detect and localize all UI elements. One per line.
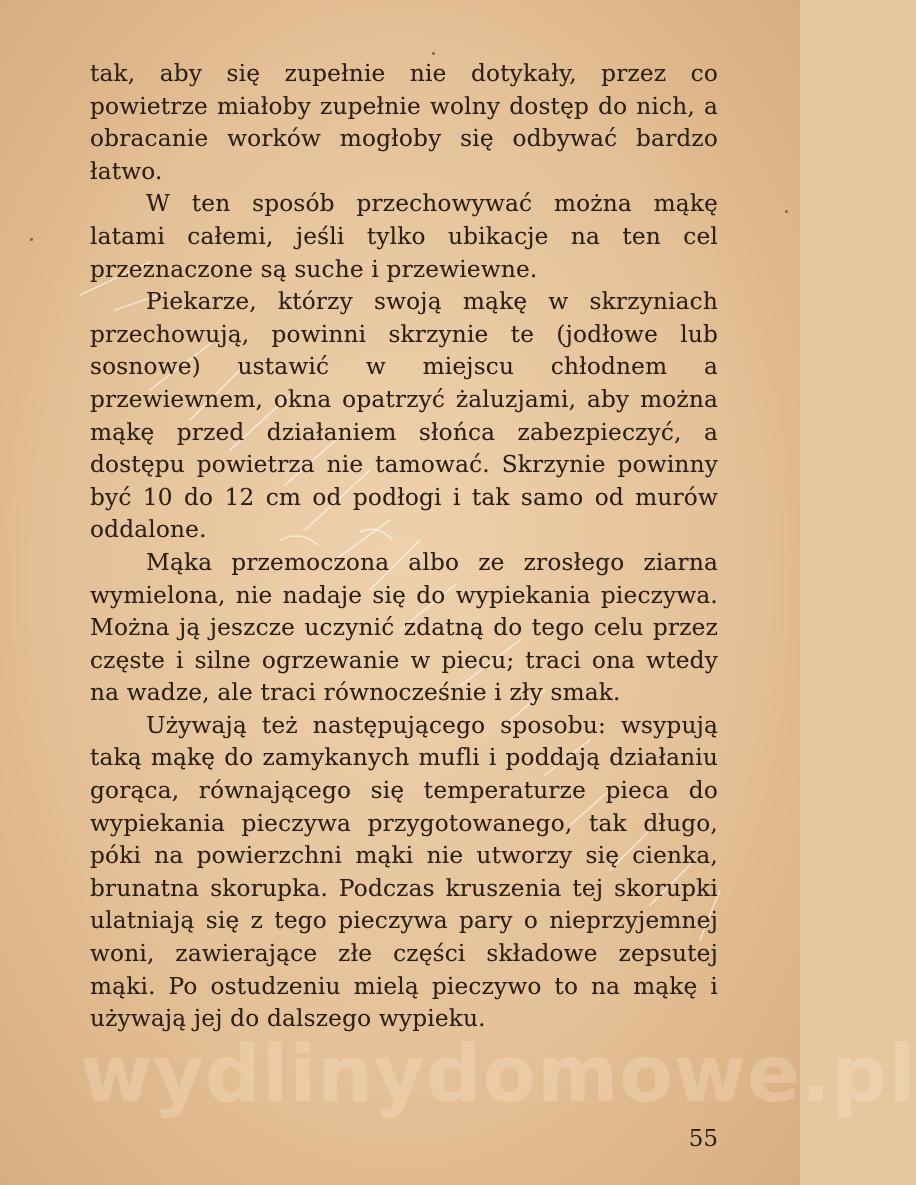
ink-speck — [432, 52, 435, 55]
paragraph-muffle-method: Używają też następującego sposobu: wsypują taką mąkę do zamykanych mufli i poddają działaniu gorąca, równającego się temperaturze pieca do wypiekania pieczywa przygotowanego, tak długo, póki na powierzchni mąki nie utworzy się cienka, brunatna skorupka. Podczas kruszenia tej skorupki ulatniają się z tego pieczywa pary o nieprzyjemnej woni, zawierające złe części składowe zepsutej mąki. Po ostudzeniu mielą pieczywo to na mąkę i używają jej do dalszego wypieku. — [90, 711, 718, 1033]
watermark-logo: wydlinydomowe.pl — [80, 1030, 916, 1120]
paragraph-bakers-chests: Piekarze, którzy swoją mąkę w skrzyniach przechowują, powinni skrzynie te (jodłowe lub sosnowe) ustawić w miejscu chłodnem a przewiewnem, okna opatrzyć żaluzjami, aby można mąkę przed działaniem słońca zabezpieczyć, a dostępu powietrza nie tamować. Skrzynie powinny być 10 do 12 cm od podłogi i tak samo od murów oddalone. — [90, 288, 718, 544]
paragraph-storage-years: W ten sposób przechowywać można mąkę latami całemi, jeśli tylko ubikacje na ten cel przeznaczone są suche i przewiewne. — [90, 190, 718, 283]
body-text — [90, 58, 718, 1036]
page-number: 55 — [688, 1126, 718, 1152]
ink-speck — [785, 210, 788, 213]
paragraph-wet-flour: Mąka przemoczona albo ze zrosłego ziarna wymielona, nie nadaje się do wypiekania pieczywa. Można ją jeszcze uczynić zdatną do tego celu przez częste i silne ogrzewanie w piecu; traci ona wtedy na wadze, ale traci równocześnie i zły smak. — [90, 548, 718, 707]
paragraph-continuation: tak, aby się zupełnie nie dotykały, przez co powietrze miałoby zupełnie wolny dostęp do nich, a obracanie worków mogłoby się odbywać bardzo łatwo. — [90, 60, 718, 185]
ink-speck — [30, 238, 33, 241]
